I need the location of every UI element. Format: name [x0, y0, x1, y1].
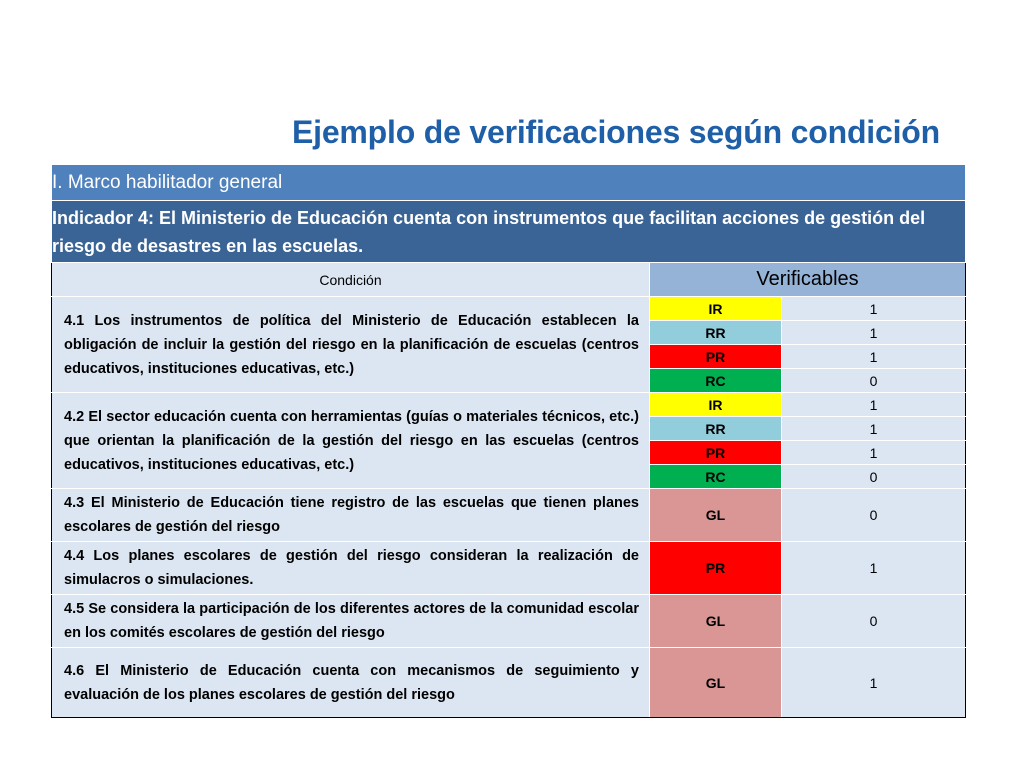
table-row: [52, 542, 966, 595]
condition-cell: 4.6 El Ministerio de Educación cuenta con mecanismos de seguimiento y evaluación de los planes escolares de gestión del riesgo: [52, 648, 650, 718]
verifiable-value: 1: [782, 441, 966, 465]
verifiable-code-rc: RC: [650, 369, 782, 393]
verifiable-value: 1: [782, 297, 966, 321]
verifiable-code-gl: GL: [650, 648, 782, 718]
verifiable-code-rc: RC: [650, 465, 782, 489]
verifiable-value: 1: [782, 321, 966, 345]
verification-table: [51, 164, 966, 718]
verifiable-code-pr: PR: [650, 542, 782, 595]
table-row: [52, 393, 966, 417]
indicator-row: [52, 201, 966, 263]
verifiable-code-rr: RR: [650, 321, 782, 345]
verifiable-code-gl: GL: [650, 489, 782, 542]
condition-cell: 4.4 Los planes escolares de gestión del riesgo consideran la realización de simulacros o simulaciones.: [52, 542, 650, 595]
verifiable-value: 1: [782, 417, 966, 441]
verifiable-value: 0: [782, 489, 966, 542]
condition-column-header: Condición: [52, 263, 650, 297]
table-row: [52, 648, 966, 718]
table-row: [52, 297, 966, 321]
verifiable-value: 0: [782, 369, 966, 393]
condition-cell: 4.1 Los instrumentos de política del Ministerio de Educación establecen la obligación de incluir la gestión del riesgo en la planificación de escuelas (centros educativos, instituciones educativas, etc.): [52, 297, 650, 393]
indicator-text: Indicador 4: El Ministerio de Educación cuenta con instrumentos que facilitan acciones de gestión del riesgo de desastres en las escuelas.: [52, 201, 966, 263]
section-header-row: [52, 165, 966, 201]
verifiable-value: 1: [782, 393, 966, 417]
table-row: [52, 489, 966, 542]
verifiable-code-ir: IR: [650, 393, 782, 417]
verifiable-code-pr: PR: [650, 441, 782, 465]
condition-cell: 4.3 El Ministerio de Educación tiene registro de las escuelas que tienen planes escolares de gestión del riesgo: [52, 489, 650, 542]
table-body: [52, 297, 966, 718]
verifiable-value: 1: [782, 542, 966, 595]
verifiables-column-header: Verificables: [650, 263, 966, 297]
verifiable-code-ir: IR: [650, 297, 782, 321]
verifiable-value: 1: [782, 345, 966, 369]
verifiable-value: 1: [782, 648, 966, 718]
verifiable-code-pr: PR: [650, 345, 782, 369]
table-row: [52, 595, 966, 648]
condition-cell: 4.5 Se considera la participación de los diferentes actores de la comunidad escolar en los comités escolares de gestión del riesgo: [52, 595, 650, 648]
condition-cell: 4.2 El sector educación cuenta con herramientas (guías o materiales técnicos, etc.) que orientan la planificación de la gestión del riesgo en las escuelas (centros educativos, instituciones educativas, etc.): [52, 393, 650, 489]
verifiable-code-gl: GL: [650, 595, 782, 648]
verifiable-value: 0: [782, 465, 966, 489]
verifiable-value: 0: [782, 595, 966, 648]
section-title: I. Marco habilitador general: [52, 165, 966, 201]
page-title: Ejemplo de verificaciones según condición: [292, 114, 940, 150]
verifiable-code-rr: RR: [650, 417, 782, 441]
column-header-row: [52, 263, 966, 297]
